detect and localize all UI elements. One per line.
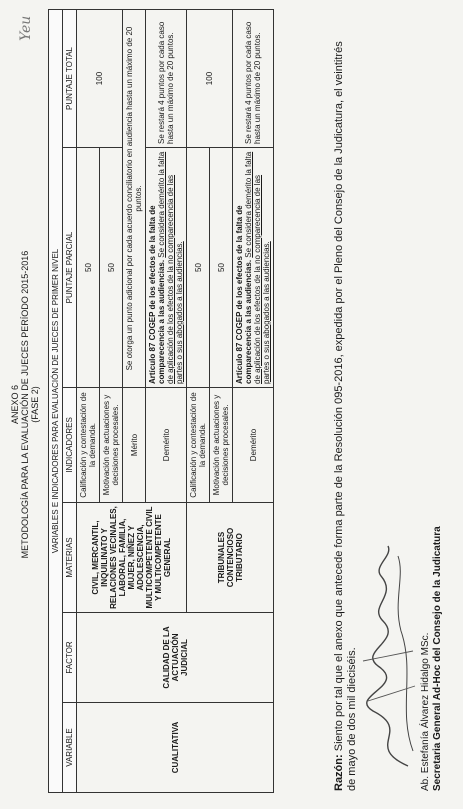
variable-cell: CUALITATIVA [77,703,274,793]
demerito-penalty-2: Se restará 4 puntos por cada caso hasta un máximo de 20 puntos. [233,10,274,148]
phase-label: (FASE 2) [30,386,40,423]
annex-label: ANEXO 6 [10,385,20,425]
total-group2: 100 [187,10,233,148]
merito-description: Se otorga un punto adicional por cada acuerdo conciliatorio en audiencia hasta un máximo de 20 puntos. [123,10,146,388]
indicators-table [48,9,274,793]
indicator-calificacion-2: Calificación y contestación de la demanda. [187,388,210,503]
indicator-merito: Mérito [123,388,146,503]
demerito-text: Se considera demérito la falta de aplicación de los efectos de la no comparecencia de las partes o sus abogados a las audiencias. [157,151,184,384]
demerito-description-2 [233,148,274,388]
materia-group2: TRIBUNALES CONTENCIOSO TRIBUTARIO [187,503,274,613]
col-header-variable: VARIABLE [63,703,77,793]
demerito-text-2: Se considera demérito la falta de aplicación de los efectos de la no comparecencia de las partes o sus abogados a las audiencias. [244,151,271,384]
col-header-puntaje-parcial: PUNTAJE PARCIAL [63,148,77,388]
indicator-demerito-2: Demérito [233,388,274,503]
score-motivacion: 50 [100,148,123,388]
score-motivacion-2: 50 [210,148,233,388]
col-header-indicadores: INDICADORES [63,388,77,503]
col-header-puntaje-total: PUNTAJE TOTAL [63,10,77,148]
table-row [77,10,100,793]
demerito-article: Artículo 87 COGEP de los efectos de la falta de comparecencia a las audiencias. [148,205,166,384]
indicator-motivacion-2: Motivación de actuaciones y decisiones procesales. [210,388,233,503]
score-calificacion: 50 [77,148,100,388]
razon-text: Siento por tal que el anexo que antecede forma parte de la Resolución 095-2016, expedida por el Pleno del Consejo de la Judicatura, el veintitrés de mayo de dos mil dieciséis. [333,41,358,791]
signer-title: Secretaria General Ad-Hoc del Consejo de la Judicatura [432,526,443,791]
indicator-calificacion: Calificación y contestación de la demanda. [77,388,100,503]
signature-block [420,526,444,791]
indicator-demerito: Demérito [146,388,187,503]
table-subtitle: VARIABLES E INDICADORES PARA EVALUACIÓN DE JUECES DE PRIMER NIVEL [49,10,63,793]
table-header-row [63,10,77,793]
demerito-penalty: Se restará 4 puntos por cada caso hasta un máximo de 20 puntos. [146,10,187,148]
indicator-motivacion: Motivación de actuaciones y decisiones procesales. [100,388,123,503]
col-header-materias: MATERIAS [63,503,77,613]
score-calificacion-2: 50 [187,148,210,388]
demerito-description [146,148,187,388]
factor-cell: CALIDAD DE LA ACTUACIÓN JUDICIAL [77,613,274,703]
total-group1: 100 [77,10,123,148]
signature-scribble [353,541,423,771]
col-header-factor: FACTOR [63,613,77,703]
document-title: METODOLOGÍA PARA LA EVALUACIÓN DE JUECES PERÍODO 2015-2016 [20,250,30,559]
materia-group1: CIVIL, MERCANTIL, INQUILINATO Y RELACIONES VECINALES, LABORAL, FAMILIA, MUJER, NIÑEZ Y ADOLESCENCIA, MULTICOMPETENTE CIVIL Y MULTICOMPETENTE GENERAL [77,503,187,613]
signer-name: Ab. Estefanía Álvarez Hidalgo MSc. [420,632,431,791]
handwritten-initials: Yeu [18,15,34,41]
demerito-article-2: Artículo 87 COGEP de los efectos de la falta de comparecencia a las audiencias. [235,205,253,384]
razon-label: Razón: [333,754,345,791]
document-frame [8,8,455,801]
